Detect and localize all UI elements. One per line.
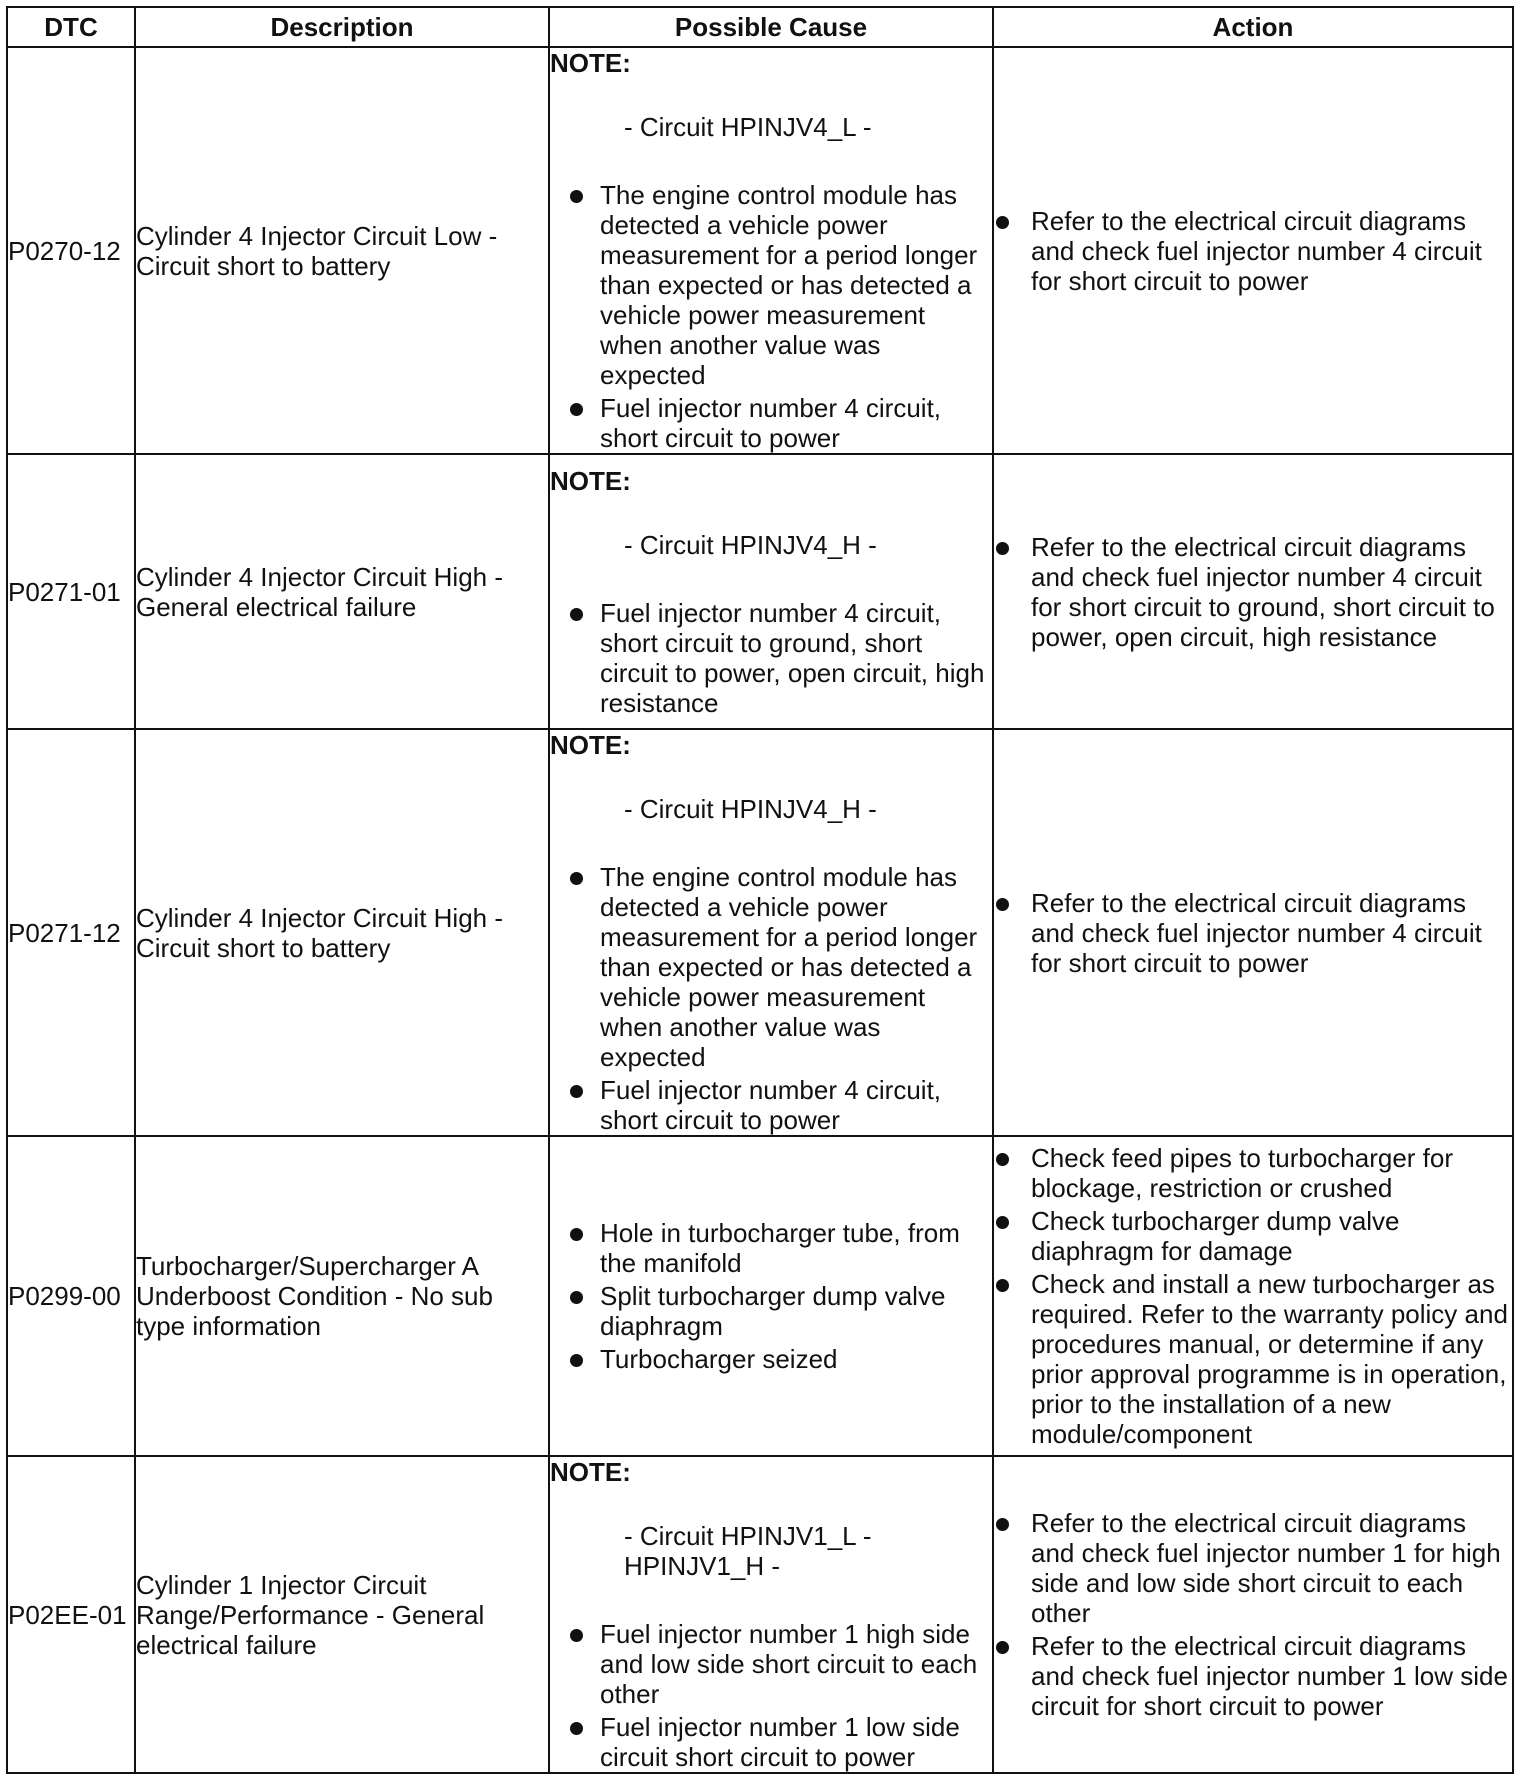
action-cell	[993, 454, 1513, 729]
action-item: Check feed pipes to turbocharger for blockage, restriction or crushed	[994, 1143, 1512, 1203]
action-item: Refer to the electrical circuit diagrams and check fuel injector number 1 low side circuit for short circuit to power	[994, 1631, 1512, 1721]
cause-list	[550, 1218, 992, 1374]
cause-item: The engine control module has detected a vehicle power measurement for a period longer than expected or has detected a vehicle power measurement when another value was expected	[550, 180, 992, 390]
dtc-description: Turbocharger/Supercharger A Underboost Condition - No sub type information	[135, 1136, 549, 1456]
dtc-description: Cylinder 4 Injector Circuit High - Circuit short to battery	[135, 729, 549, 1136]
note-circuit: - Circuit HPINJV4_H -	[624, 529, 877, 560]
header-row	[7, 7, 1513, 47]
action-list	[994, 888, 1512, 978]
action-item: Refer to the electrical circuit diagrams and check fuel injector number 4 circuit for short circuit to power	[994, 888, 1512, 978]
header-possible-cause: Possible Cause	[549, 7, 993, 47]
dtc-code: P0270-12	[7, 47, 135, 454]
possible-cause-cell	[549, 1456, 993, 1773]
dtc-code: P0271-12	[7, 729, 135, 1136]
cause-item: Hole in turbocharger tube, from the manifold	[550, 1218, 992, 1278]
possible-cause-cell	[549, 454, 993, 729]
action-cell	[993, 729, 1513, 1136]
cause-list	[550, 180, 992, 453]
cause-item: Fuel injector number 1 low side circuit short circuit to power	[550, 1712, 992, 1772]
dtc-description: Cylinder 4 Injector Circuit High - General electrical failure	[135, 454, 549, 729]
action-cell	[993, 1136, 1513, 1456]
dtc-document	[6, 6, 1512, 1772]
table-row	[7, 1456, 1513, 1773]
action-item: Check and install a new turbocharger as required. Refer to the warranty policy and procedures manual, or determine if any prior approval programme is in operation, prior to the installation of a new module/component	[994, 1269, 1512, 1449]
note-circuit: - Circuit HPINJV4_H -	[624, 794, 877, 824]
table-row	[7, 454, 1513, 729]
cause-item: Fuel injector number 4 circuit, short circuit to power	[550, 393, 992, 453]
dtc-description: Cylinder 4 Injector Circuit Low - Circuit short to battery	[135, 47, 549, 454]
possible-cause-cell	[549, 1136, 993, 1456]
action-list	[994, 206, 1512, 296]
action-item: Refer to the electrical circuit diagrams and check fuel injector number 1 for high side and low side short circuit to each other	[994, 1508, 1512, 1628]
note-label: NOTE:	[550, 730, 631, 760]
header-description: Description	[135, 7, 549, 47]
cause-item: Fuel injector number 4 circuit, short circuit to ground, short circuit to power, open circuit, high resistance	[550, 598, 992, 718]
cause-list	[550, 862, 992, 1135]
table-row	[7, 47, 1513, 454]
note-label: NOTE:	[550, 465, 631, 496]
table-row	[7, 1136, 1513, 1456]
header-action: Action	[993, 7, 1513, 47]
dtc-code: P0271-01	[7, 454, 135, 729]
action-item: Refer to the electrical circuit diagrams and check fuel injector number 4 circuit for short circuit to power	[994, 206, 1512, 296]
note-label: NOTE:	[550, 1457, 631, 1487]
cause-item: Fuel injector number 1 high side and low side short circuit to each other	[550, 1619, 992, 1709]
possible-cause-cell	[549, 47, 993, 454]
possible-cause-cell	[549, 729, 993, 1136]
cause-item: The engine control module has detected a vehicle power measurement for a period longer than expected or has detected a vehicle power measurement when another value was expected	[550, 862, 992, 1072]
action-list	[994, 1508, 1512, 1721]
action-item: Refer to the electrical circuit diagrams and check fuel injector number 4 circuit for short circuit to ground, short circuit to power, open circuit, high resistance	[994, 532, 1512, 652]
cause-list	[550, 1619, 992, 1772]
dtc-code: P02EE-01	[7, 1456, 135, 1773]
cause-item: Turbocharger seized	[550, 1344, 992, 1374]
cause-list	[550, 598, 992, 718]
action-cell	[993, 47, 1513, 454]
action-list	[994, 532, 1512, 652]
note-circuit: - Circuit HPINJV4_L -	[624, 112, 872, 142]
action-list	[994, 1143, 1512, 1449]
action-item: Check turbocharger dump valve diaphragm for damage	[994, 1206, 1512, 1266]
cause-item: Fuel injector number 4 circuit, short circuit to power	[550, 1075, 992, 1135]
note-circuit: - Circuit HPINJV1_L - HPINJV1_H -	[624, 1521, 872, 1581]
action-cell	[993, 1456, 1513, 1773]
dtc-description: Cylinder 1 Injector Circuit Range/Performance - General electrical failure	[135, 1456, 549, 1773]
table-row	[7, 729, 1513, 1136]
note-label: NOTE:	[550, 48, 631, 78]
dtc-table	[6, 6, 1514, 1774]
header-dtc: DTC	[7, 7, 135, 47]
dtc-code: P0299-00	[7, 1136, 135, 1456]
cause-item: Split turbocharger dump valve diaphragm	[550, 1281, 992, 1341]
